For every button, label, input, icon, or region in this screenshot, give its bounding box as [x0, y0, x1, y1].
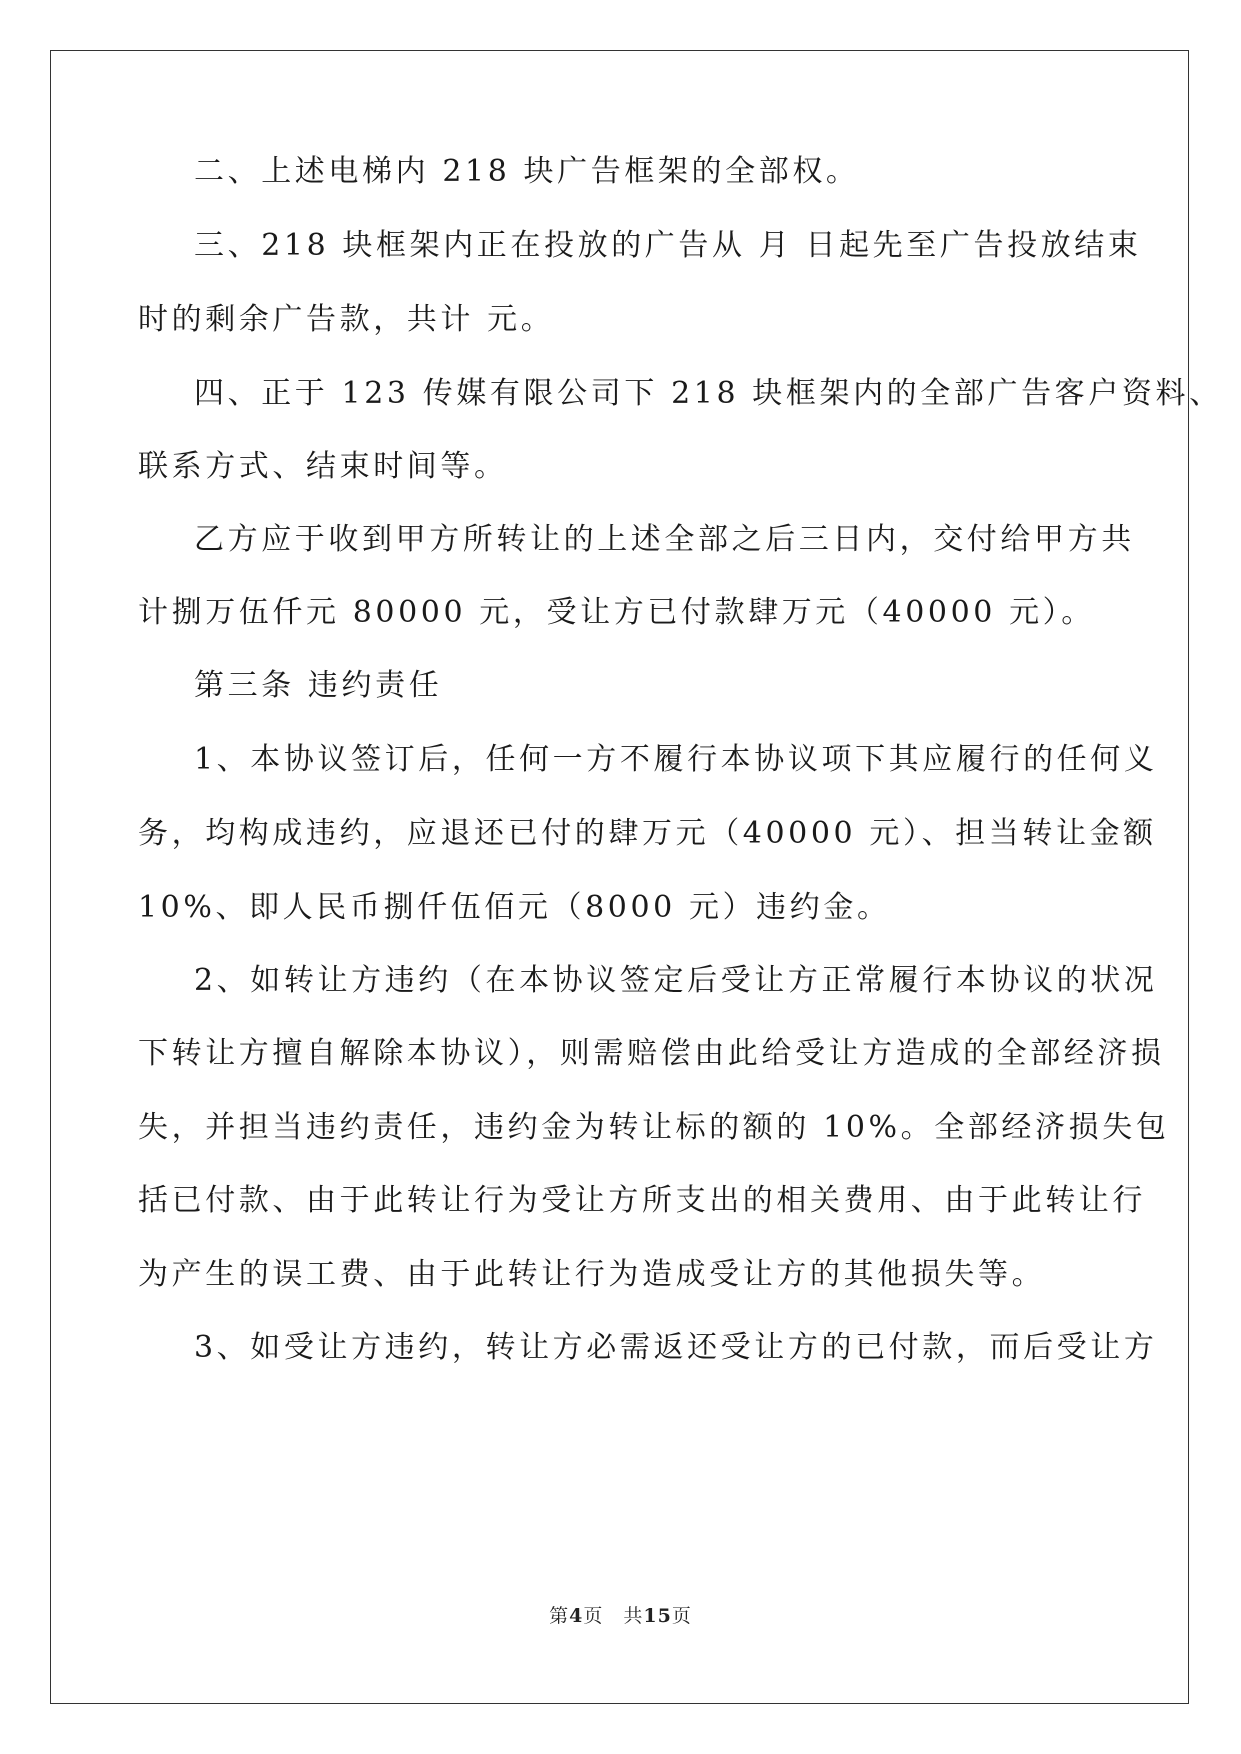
paragraph-line: 下转让方擅自解除本协议），则需赔偿由此给受让方造成的全部经济损 [138, 1036, 1165, 1071]
paragraph-line: 1、本协议签订后，任何一方不履行本协议项下其应履行的任何义 [194, 742, 1158, 777]
footer-prefix: 第 [549, 1605, 570, 1627]
footer-mid: 页 共 [583, 1605, 644, 1627]
footer-suffix: 页 [671, 1605, 692, 1627]
page-footer [0, 1603, 1241, 1629]
paragraph-line: 为产生的误工费、由于此转让行为造成受让方的其他损失等。 [138, 1257, 1046, 1292]
paragraph-line: 括已付款、由于此转让行为受让方所支出的相关费用、由于此转让行 [138, 1183, 1146, 1218]
paragraph-line: 三、218 块框架内正在投放的广告从 月 日起先至广告投放结束 [194, 228, 1142, 263]
paragraph-line: 10%、即人民币捌仟伍佰元（8000 元）违约金。 [138, 890, 891, 925]
paragraph-line: 3、如受让方违约，转让方必需返还受让方的已付款，而后受让方 [194, 1330, 1158, 1365]
page-total: 15 [643, 1605, 672, 1627]
paragraph-line: 乙方应于收到甲方所转让的上述全部之后三日内，交付给甲方共 [194, 522, 1135, 557]
section-heading: 第三条 违约责任 [194, 668, 443, 703]
paragraph-line: 务，均构成违约，应退还已付的肆万元（40000 元）、担当转让金额 [138, 816, 1157, 851]
paragraph-line: 四、正于 123 传媒有限公司下 218 块框架内的全部广告客户资料、 [194, 376, 1223, 411]
paragraph-line: 失，并担当违约责任，违约金为转让标的额的 10%。全部经济损失包 [138, 1110, 1170, 1145]
page-number: 4 [569, 1605, 584, 1627]
paragraph-line: 2、如转让方违约（在本协议签定后受让方正常履行本协议的状况 [194, 963, 1158, 998]
paragraph-line: 计捌万伍仟元 80000 元，受让方已付款肆万元（40000 元）。 [138, 595, 1095, 630]
paragraph-line: 时的剩余广告款，共计 元。 [138, 302, 555, 337]
page-border [50, 50, 1189, 1704]
paragraph-line: 二、上述电梯内 218 块广告框架的全部权。 [194, 154, 860, 189]
paragraph-line: 联系方式、结束时间等。 [138, 449, 508, 484]
